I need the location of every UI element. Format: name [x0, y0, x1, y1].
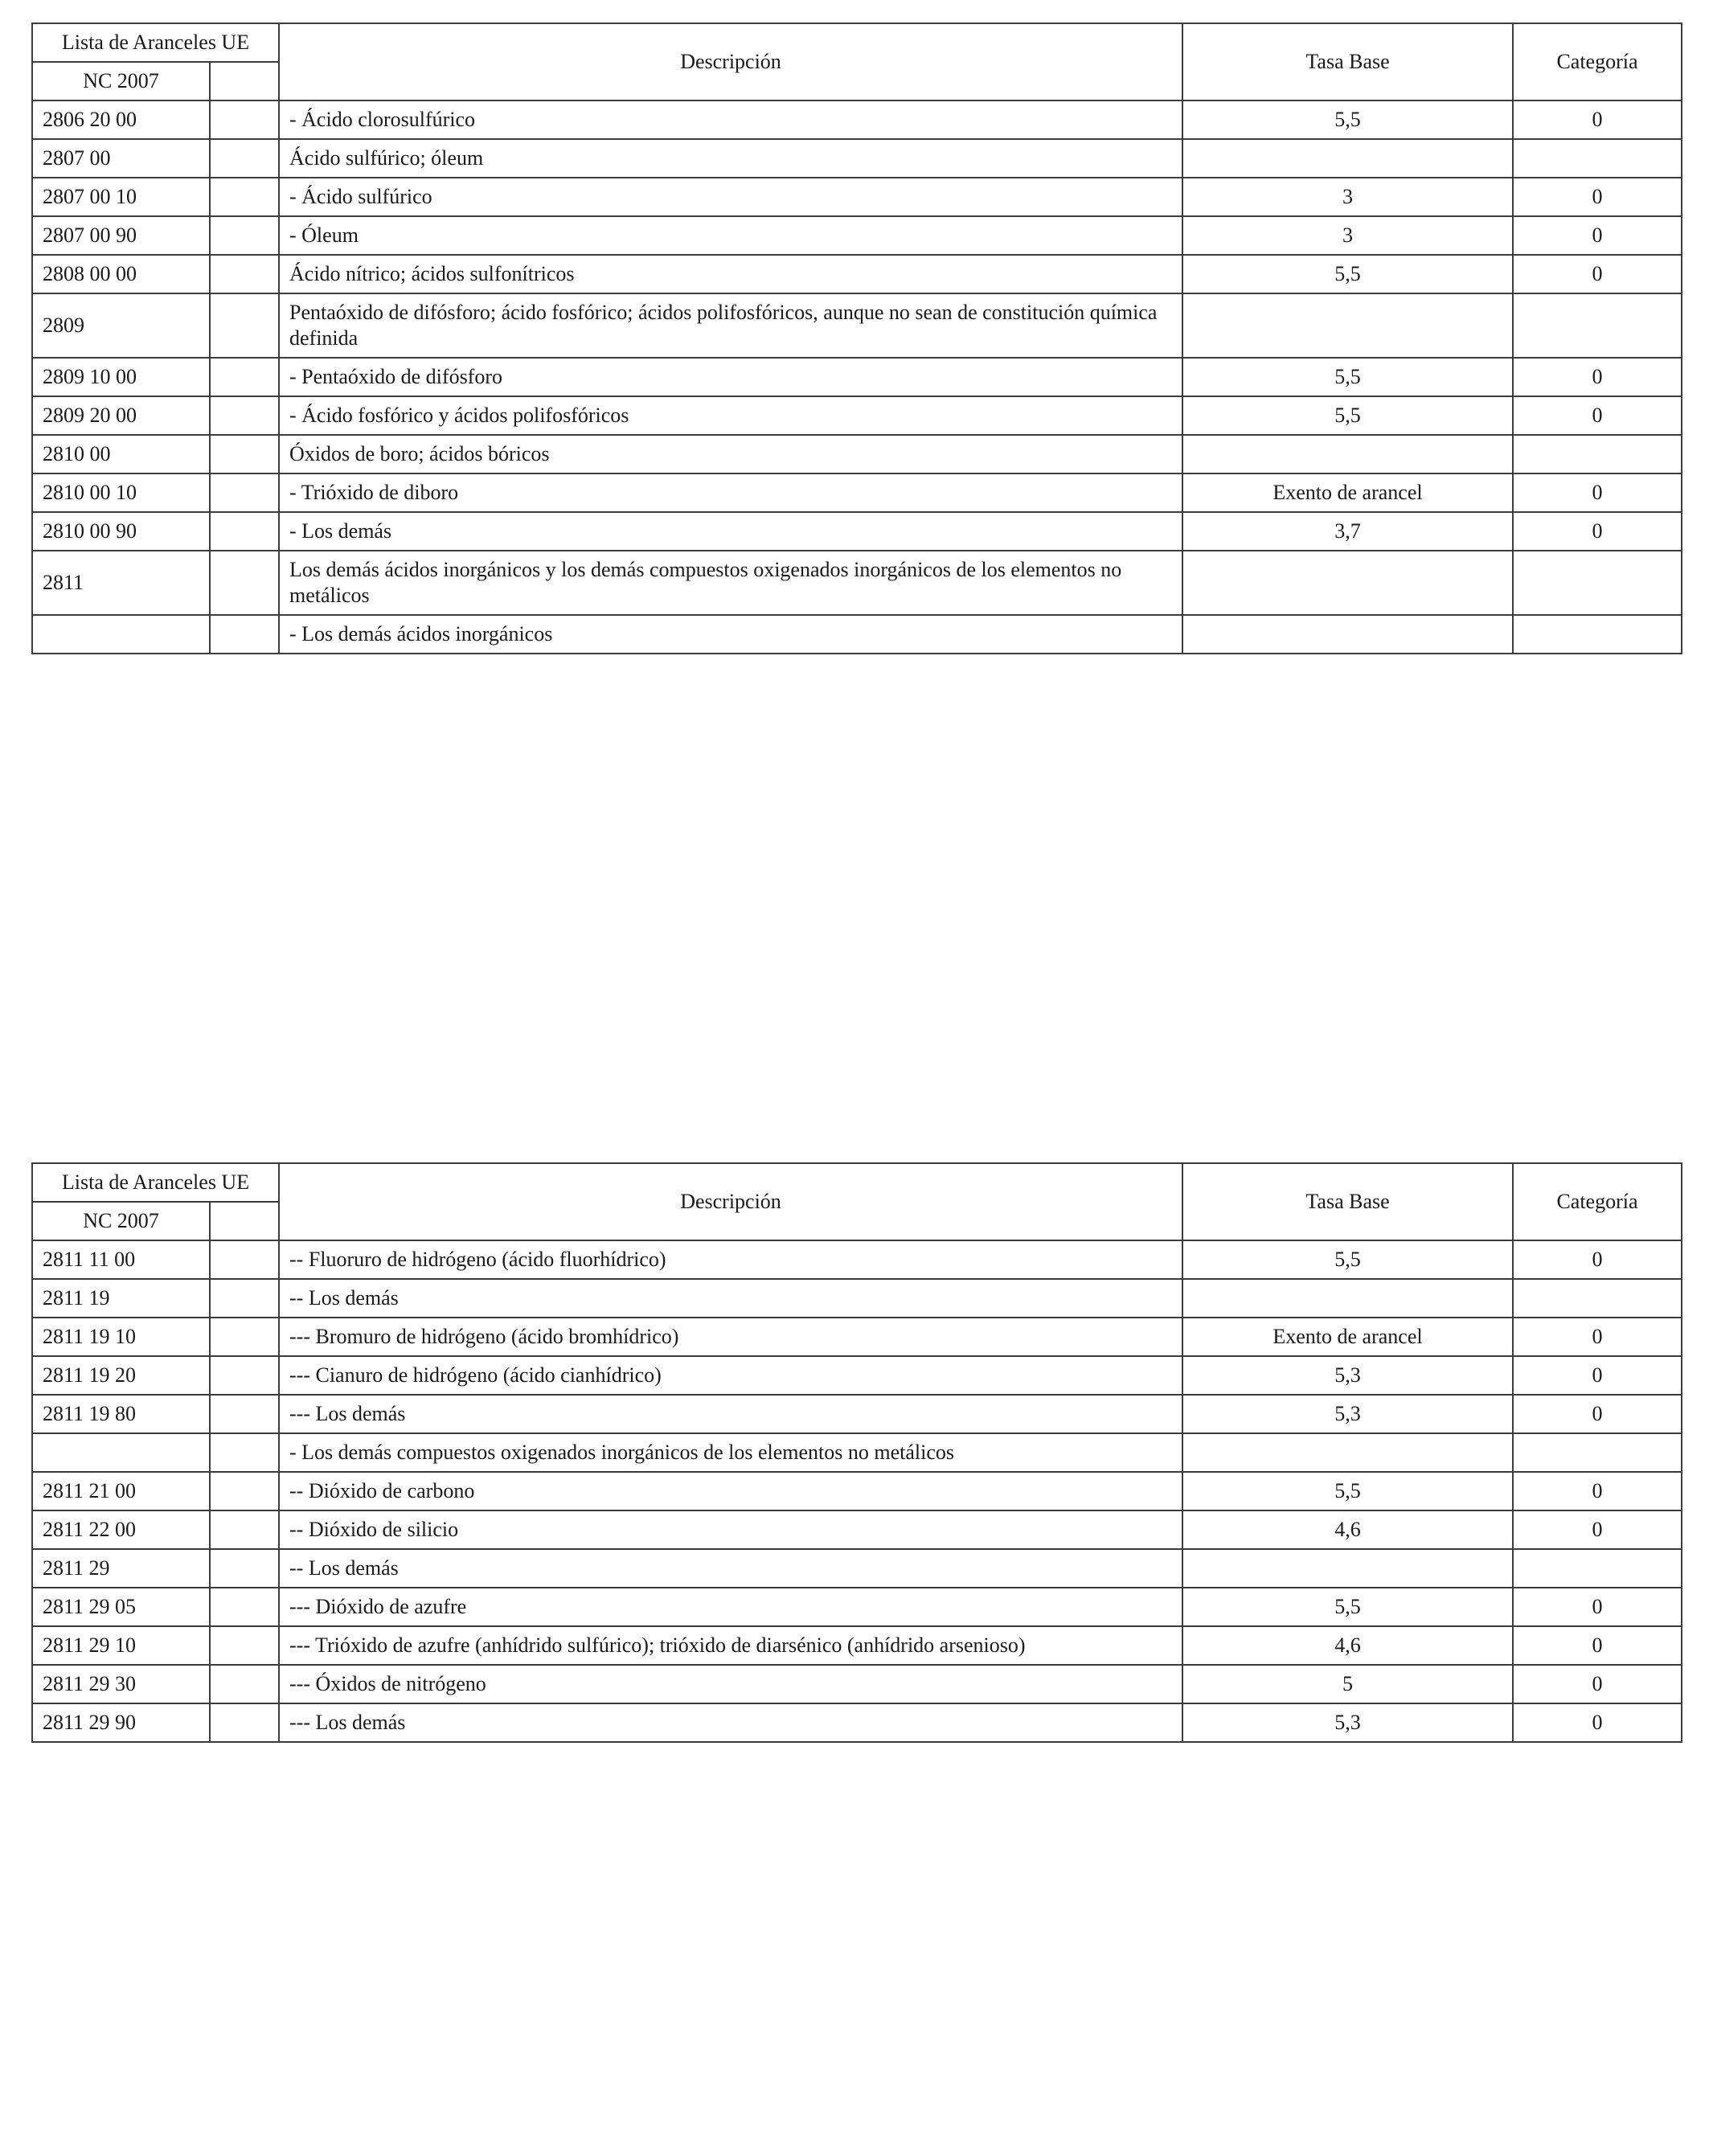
description-cell: --- Cianuro de hidrógeno (ácido cianhídrico)	[279, 1356, 1182, 1395]
categoria-cell: 0	[1513, 100, 1682, 139]
empty-cell	[210, 1703, 279, 1742]
table-row	[32, 216, 1682, 255]
nc-code-cell: 2811	[32, 551, 210, 615]
tasa-base-cell: 5,3	[1182, 1356, 1513, 1395]
empty-cell	[210, 1356, 279, 1395]
empty-cell	[210, 293, 279, 358]
description-cell: -- Los demás	[279, 1279, 1182, 1318]
header-row	[32, 1163, 1682, 1202]
nc-code-cell: 2811 19	[32, 1279, 210, 1318]
nc-code-cell: 2808 00 00	[32, 255, 210, 293]
description-cell: --- Bromuro de hidrógeno (ácido bromhídrico)	[279, 1318, 1182, 1356]
description-cell: - Pentaóxido de difósforo	[279, 358, 1182, 396]
table-row	[32, 1626, 1682, 1665]
categoria-cell: 0	[1513, 255, 1682, 293]
tasa-base-cell: 5,3	[1182, 1703, 1513, 1742]
header-nc-2007: NC 2007	[32, 1202, 210, 1240]
description-cell: - Ácido fosfórico y ácidos polifosfóricos	[279, 396, 1182, 435]
tasa-base-cell: 5,5	[1182, 358, 1513, 396]
description-cell: Ácido nítrico; ácidos sulfonítricos	[279, 255, 1182, 293]
tasa-base-cell: 5,5	[1182, 255, 1513, 293]
nc-code-cell: 2811 22 00	[32, 1510, 210, 1549]
empty-cell	[210, 615, 279, 654]
description-cell: - Ácido sulfúrico	[279, 178, 1182, 216]
empty-cell	[210, 1433, 279, 1472]
table-row	[32, 1240, 1682, 1279]
table-row	[32, 1433, 1682, 1472]
empty-cell	[210, 216, 279, 255]
table-row	[32, 255, 1682, 293]
empty-cell	[210, 178, 279, 216]
nc-code-cell	[32, 1433, 210, 1472]
categoria-cell	[1513, 1279, 1682, 1318]
table-row	[32, 293, 1682, 358]
description-cell: --- Los demás	[279, 1395, 1182, 1433]
table-row	[32, 435, 1682, 473]
table-row	[32, 473, 1682, 512]
nc-code-cell: 2811 29	[32, 1549, 210, 1588]
tasa-base-cell	[1182, 1549, 1513, 1588]
table-row	[32, 139, 1682, 178]
table-row	[32, 551, 1682, 615]
tasa-base-cell: 3,7	[1182, 512, 1513, 551]
table-row	[32, 100, 1682, 139]
categoria-cell: 0	[1513, 396, 1682, 435]
categoria-cell	[1513, 139, 1682, 178]
nc-code-cell: 2811 19 20	[32, 1356, 210, 1395]
table-row	[32, 178, 1682, 216]
tasa-base-cell	[1182, 293, 1513, 358]
table-row	[32, 1588, 1682, 1626]
categoria-cell: 0	[1513, 1395, 1682, 1433]
description-cell: - Trióxido de diboro	[279, 473, 1182, 512]
empty-cell	[210, 1395, 279, 1433]
categoria-cell: 0	[1513, 1510, 1682, 1549]
empty-cell	[210, 1510, 279, 1549]
empty-cell	[210, 551, 279, 615]
header-tasa-base: Tasa Base	[1182, 23, 1513, 100]
tasa-base-cell: 4,6	[1182, 1626, 1513, 1665]
tasa-base-cell: Exento de arancel	[1182, 473, 1513, 512]
nc-code-cell: 2810 00 10	[32, 473, 210, 512]
empty-cell	[210, 512, 279, 551]
header-row	[32, 23, 1682, 62]
categoria-cell: 0	[1513, 1703, 1682, 1742]
description-cell: -- Los demás	[279, 1549, 1182, 1588]
categoria-cell	[1513, 293, 1682, 358]
tasa-base-cell: Exento de arancel	[1182, 1318, 1513, 1356]
tasa-base-cell	[1182, 1279, 1513, 1318]
header-categoria: Categoría	[1513, 1163, 1682, 1240]
nc-code-cell	[32, 615, 210, 654]
table-row	[32, 358, 1682, 396]
empty-cell	[210, 1549, 279, 1588]
description-cell: --- Trióxido de azufre (anhídrido sulfúrico); trióxido de diarsénico (anhídrido arsenioso)	[279, 1626, 1182, 1665]
tasa-base-cell: 5,3	[1182, 1395, 1513, 1433]
nc-code-cell: 2811 29 30	[32, 1665, 210, 1703]
tasa-base-cell: 5	[1182, 1665, 1513, 1703]
nc-code-cell: 2809 10 00	[32, 358, 210, 396]
nc-code-cell: 2811 29 90	[32, 1703, 210, 1742]
categoria-cell	[1513, 1549, 1682, 1588]
header-categoria: Categoría	[1513, 23, 1682, 100]
empty-cell	[210, 100, 279, 139]
description-cell: - Los demás ácidos inorgánicos	[279, 615, 1182, 654]
header-lista-aranceles: Lista de Aranceles UE	[32, 23, 279, 62]
categoria-cell: 0	[1513, 1588, 1682, 1626]
nc-code-cell: 2811 21 00	[32, 1472, 210, 1510]
categoria-cell	[1513, 1433, 1682, 1472]
empty-cell	[210, 1588, 279, 1626]
categoria-cell	[1513, 551, 1682, 615]
empty-cell	[210, 139, 279, 178]
empty-cell	[210, 1472, 279, 1510]
description-cell: - Los demás	[279, 512, 1182, 551]
empty-cell	[210, 358, 279, 396]
header-lista-aranceles: Lista de Aranceles UE	[32, 1163, 279, 1202]
tariff-table-1	[31, 23, 1682, 654]
tasa-base-cell	[1182, 1433, 1513, 1472]
categoria-cell	[1513, 615, 1682, 654]
nc-code-cell: 2811 19 10	[32, 1318, 210, 1356]
nc-code-cell: 2810 00	[32, 435, 210, 473]
description-cell: Óxidos de boro; ácidos bóricos	[279, 435, 1182, 473]
tasa-base-cell	[1182, 615, 1513, 654]
nc-code-cell: 2807 00 10	[32, 178, 210, 216]
categoria-cell: 0	[1513, 216, 1682, 255]
header-empty-cell	[210, 62, 279, 100]
table-row	[32, 1703, 1682, 1742]
table-row	[32, 1356, 1682, 1395]
description-cell: - Ácido clorosulfúrico	[279, 100, 1182, 139]
empty-cell	[210, 1318, 279, 1356]
table-row	[32, 512, 1682, 551]
categoria-cell: 0	[1513, 1318, 1682, 1356]
header-descripcion: Descripción	[279, 1163, 1182, 1240]
tasa-base-cell: 5,5	[1182, 1240, 1513, 1279]
tasa-base-cell	[1182, 551, 1513, 615]
table-row	[32, 396, 1682, 435]
nc-code-cell: 2810 00 90	[32, 512, 210, 551]
nc-code-cell: 2809 20 00	[32, 396, 210, 435]
nc-code-cell: 2811 29 10	[32, 1626, 210, 1665]
categoria-cell: 0	[1513, 1472, 1682, 1510]
categoria-cell	[1513, 435, 1682, 473]
table-row	[32, 1472, 1682, 1510]
description-cell: - Óleum	[279, 216, 1182, 255]
nc-code-cell: 2811 11 00	[32, 1240, 210, 1279]
categoria-cell: 0	[1513, 473, 1682, 512]
empty-cell	[210, 473, 279, 512]
tasa-base-cell: 5,5	[1182, 396, 1513, 435]
tasa-base-cell: 4,6	[1182, 1510, 1513, 1549]
table-row	[32, 1510, 1682, 1549]
header-tasa-base: Tasa Base	[1182, 1163, 1513, 1240]
empty-cell	[210, 255, 279, 293]
tasa-base-cell: 5,5	[1182, 100, 1513, 139]
description-cell: Los demás ácidos inorgánicos y los demás compuestos oxigenados inorgánicos de los elementos no metálicos	[279, 551, 1182, 615]
table-row	[32, 615, 1682, 654]
tasa-base-cell	[1182, 435, 1513, 473]
empty-cell	[210, 435, 279, 473]
table-row	[32, 1318, 1682, 1356]
table-row	[32, 1395, 1682, 1433]
tasa-base-cell	[1182, 139, 1513, 178]
description-cell: -- Dióxido de carbono	[279, 1472, 1182, 1510]
categoria-cell: 0	[1513, 1626, 1682, 1665]
table-row	[32, 1549, 1682, 1588]
nc-code-cell: 2806 20 00	[32, 100, 210, 139]
description-cell: -- Dióxido de silicio	[279, 1510, 1182, 1549]
categoria-cell: 0	[1513, 178, 1682, 216]
nc-code-cell: 2807 00 90	[32, 216, 210, 255]
nc-code-cell: 2809	[32, 293, 210, 358]
nc-code-cell: 2811 29 05	[32, 1588, 210, 1626]
description-cell: --- Dióxido de azufre	[279, 1588, 1182, 1626]
empty-cell	[210, 396, 279, 435]
empty-cell	[210, 1665, 279, 1703]
description-cell: Pentaóxido de difósforo; ácido fosfórico; ácidos polifosfóricos, aunque no sean de constitución química definida	[279, 293, 1182, 358]
tasa-base-cell: 3	[1182, 178, 1513, 216]
categoria-cell: 0	[1513, 1665, 1682, 1703]
header-nc-2007: NC 2007	[32, 62, 210, 100]
empty-cell	[210, 1279, 279, 1318]
tasa-base-cell: 5,5	[1182, 1472, 1513, 1510]
table-row	[32, 1279, 1682, 1318]
description-cell: - Los demás compuestos oxigenados inorgánicos de los elementos no metálicos	[279, 1433, 1182, 1472]
tasa-base-cell: 3	[1182, 216, 1513, 255]
header-empty-cell	[210, 1202, 279, 1240]
nc-code-cell: 2811 19 80	[32, 1395, 210, 1433]
description-cell: --- Óxidos de nitrógeno	[279, 1665, 1182, 1703]
empty-cell	[210, 1240, 279, 1279]
categoria-cell: 0	[1513, 512, 1682, 551]
description-cell: -- Fluoruro de hidrógeno (ácido fluorhídrico)	[279, 1240, 1182, 1279]
categoria-cell: 0	[1513, 358, 1682, 396]
tariff-table-2	[31, 1162, 1682, 1743]
description-cell: --- Los demás	[279, 1703, 1182, 1742]
categoria-cell: 0	[1513, 1356, 1682, 1395]
table-row	[32, 1665, 1682, 1703]
tasa-base-cell: 5,5	[1182, 1588, 1513, 1626]
nc-code-cell: 2807 00	[32, 139, 210, 178]
empty-cell	[210, 1626, 279, 1665]
description-cell: Ácido sulfúrico; óleum	[279, 139, 1182, 178]
categoria-cell: 0	[1513, 1240, 1682, 1279]
header-descripcion: Descripción	[279, 23, 1182, 100]
